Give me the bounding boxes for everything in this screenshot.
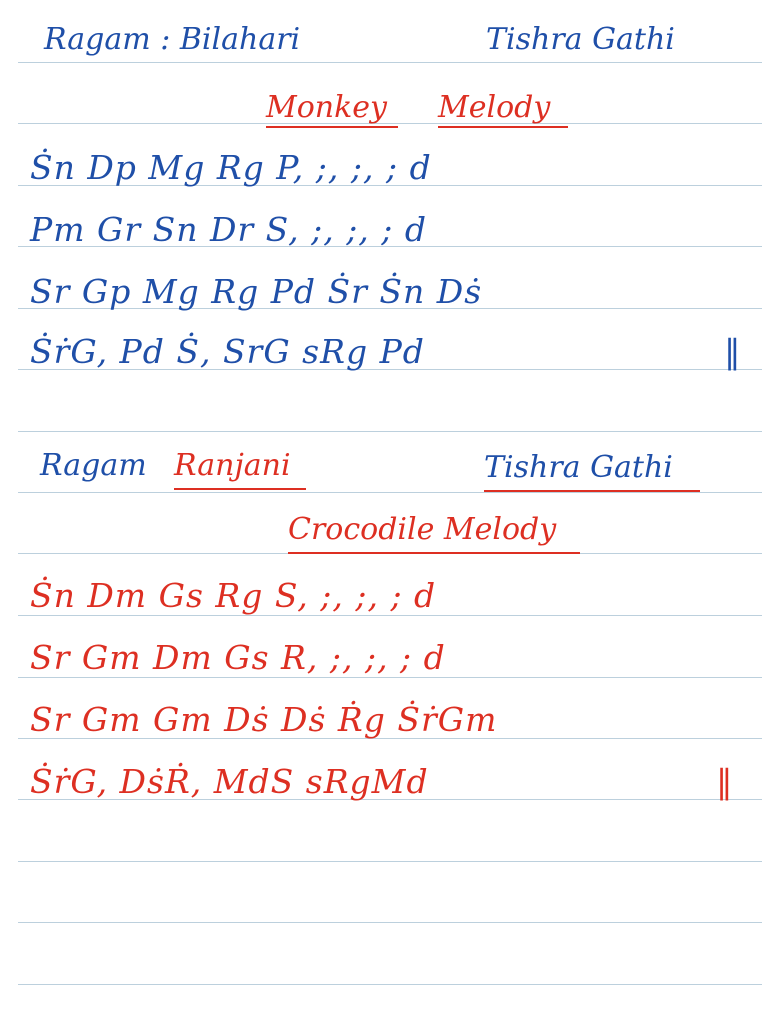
gathi-title-1: Tishra Gathi bbox=[486, 22, 675, 57]
end-mark-1: ‖ bbox=[724, 332, 742, 371]
notation-row-1-4: ṠṙG, Pd Ṡ, SrG sRg Pd bbox=[30, 332, 425, 371]
notation-row-2-3: Sr Gm Gm Dṡ Dṡ Ṙg ṠṙGm bbox=[30, 700, 498, 739]
melody-title-word1: Monkey bbox=[266, 90, 387, 125]
melody-title-2: Crocodile Melody bbox=[288, 512, 557, 547]
end-mark-2: ‖ bbox=[716, 762, 734, 801]
notation-row-2-1: Ṡn Dm Gs Rg S, ;, ;, ; d bbox=[30, 576, 437, 615]
gathi-title-2: Tishra Gathi bbox=[484, 450, 673, 485]
notation-row-1-2: Pm Gr Sn Dr S, ;, ;, ; d bbox=[30, 210, 428, 249]
gathi-underline-2 bbox=[484, 490, 700, 492]
melody-title-underline-1 bbox=[266, 126, 398, 128]
ragam-label-2: Ragam bbox=[40, 448, 147, 483]
notation-row-1-3: Sr Gp Mg Rg Pd Ṡr Ṡn Dṡ bbox=[30, 272, 483, 311]
notation-row-2-4: ṠṙG, DṡṘ, MdS sRgMd bbox=[30, 762, 429, 801]
melody-title-underline-2 bbox=[438, 126, 568, 128]
ragam-title-1: Ragam : Bilahari bbox=[44, 22, 301, 57]
notation-row-1-1: Ṡn Dp Mg Rg P, ;, ;, ; d bbox=[30, 148, 432, 187]
ragam-name-2: Ranjani bbox=[174, 448, 291, 483]
melody-title-underline-3 bbox=[288, 552, 580, 554]
melody-title-word2: Melody bbox=[438, 90, 551, 125]
ragam-name-underline-2 bbox=[174, 488, 306, 490]
notation-row-2-2: Sr Gm Dm Gs R, ;, ;, ; d bbox=[30, 638, 446, 677]
